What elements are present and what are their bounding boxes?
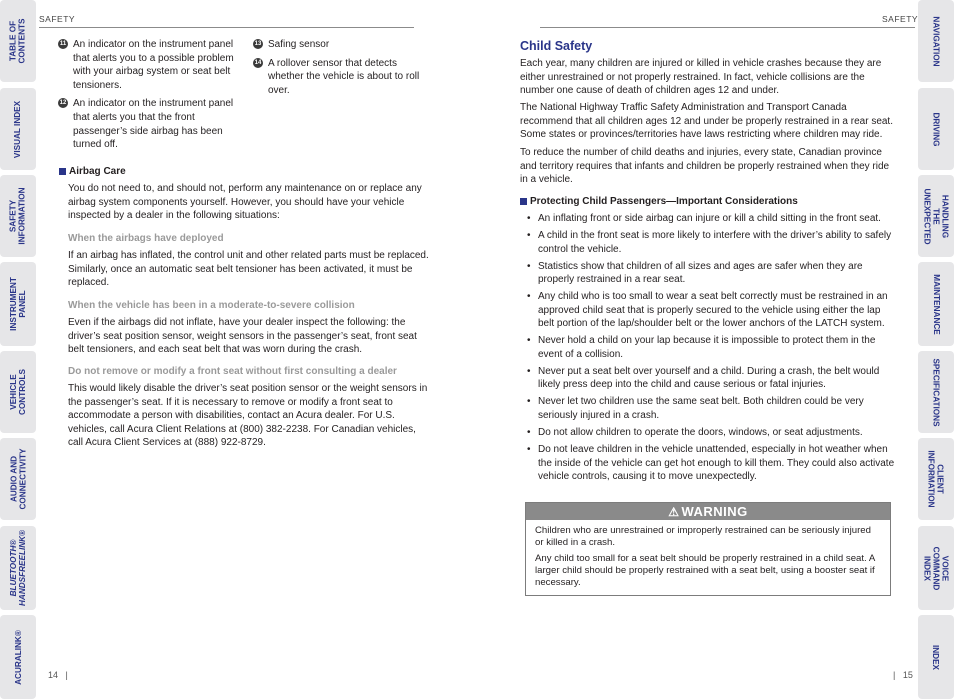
tab-label: HANDLING THE UNEXPECTED <box>922 188 950 244</box>
warning-box <box>525 502 891 596</box>
tab-label: CLIENT INFORMATION <box>927 450 945 508</box>
airbag-care-heading <box>59 166 126 177</box>
list-item <box>253 57 428 98</box>
tab-navigation[interactable] <box>918 0 954 82</box>
tab-label: BLUETOOTH® HANDSFREELINK® <box>9 529 27 606</box>
subheading-deployed: When the airbags have deployed <box>68 233 224 244</box>
list-item: • Never put a seat belt over yourself and a child. During a crash, the belt would likely press deep into the child and cause serious or fatal injuries. <box>527 365 897 392</box>
tab-specifications[interactable] <box>918 351 954 433</box>
tab-label: VISUAL INDEX <box>13 100 23 158</box>
list-item-text: Safing sensor <box>268 39 330 50</box>
tab-audio-and-connectivity[interactable] <box>0 438 36 520</box>
page-title: Child Safety <box>520 39 593 53</box>
child-safety-para-2: The National Highway Traffic Safety Administration and Transport Canada recommend that all children ages 12 and under be properly restrained in a rear seat. Some states or provinces/territories have laws restricting where children may ride. <box>520 102 893 141</box>
page-number: 15 <box>902 670 913 680</box>
tab-label: INDEX <box>931 644 941 670</box>
tab-maintenance[interactable] <box>918 262 954 346</box>
page-number: 14 <box>48 670 59 680</box>
callout-number: 12 <box>59 100 67 107</box>
list-item: • Never hold a child on your lap because it is impossible to protect them in the event of a collision. <box>527 334 897 361</box>
deployed-text: If an airbag has inflated, the control unit and other related parts must be replaced. Similarly, once an automatic seat belt tensioner has been activated, it must be replaced. <box>68 250 429 289</box>
heading-text: Protecting Child Passengers—Important Considerations <box>530 196 798 207</box>
left-section-tabs <box>0 0 36 699</box>
left-header-rule <box>39 27 414 28</box>
callout-number: 14 <box>254 59 262 66</box>
airbag-care-intro: You do not need to, and should not, perform any maintenance on or replace any airbag system components yourself. However, you should have your vehicle inspected by a dealer in the following situations: <box>68 183 422 222</box>
left-page-number: 14 | <box>48 670 68 680</box>
list-item <box>58 97 238 151</box>
tab-label: MAINTENANCE <box>931 273 941 335</box>
list-item: • A child in the front seat is more likely to interfere with the driver’s ability to safely control the vehicle. <box>527 229 897 256</box>
considerations-heading <box>520 196 798 207</box>
child-safety-para-1: Each year, many children are injured or killed in vehicle crashes because they are either unrestrained or not properly restrained. In fact, vehicle collisions are the number one cause of death of children ages 12 and under. <box>520 58 882 97</box>
tab-label: SPECIFICATIONS <box>931 357 941 427</box>
warning-triangle-icon: ⚠ <box>668 505 680 519</box>
warning-label: WARNING <box>681 504 748 519</box>
tab-handling-the-unexpected[interactable] <box>918 175 954 257</box>
subheading-front-seat: Do not remove or modify a front seat without first consulting a dealer <box>68 366 397 377</box>
section-square-icon <box>520 198 527 205</box>
right-section-tabs <box>918 0 954 699</box>
tab-label: DRIVING <box>931 111 941 147</box>
tab-label: INSTRUMENT PANEL <box>9 277 28 331</box>
tab-label: ACURALINK® <box>13 629 23 685</box>
heading-text: Airbag Care <box>69 166 126 177</box>
right-page-number: | 15 <box>893 670 913 680</box>
tab-voice-command-index[interactable] <box>918 526 954 610</box>
tab-label: AUDIO AND CONNECTIVITY <box>9 448 28 510</box>
callout-number: 13 <box>254 41 262 47</box>
left-running-head: SAFETY <box>39 14 76 24</box>
tab-instrument-panel[interactable] <box>0 262 36 346</box>
list-item-text: An indicator on the instrument panel that alerts you that the front passenger’s side airbag has been turned off. <box>73 98 234 151</box>
tab-driving[interactable] <box>918 88 954 170</box>
warning-header <box>526 503 890 520</box>
tab-bluetooth-handsfreelink[interactable] <box>0 526 36 610</box>
tab-label: SAFETY INFORMATION <box>9 187 28 245</box>
section-square-icon <box>59 168 66 175</box>
tab-vehicle-controls[interactable] <box>0 351 36 433</box>
list-item: • Do not allow children to operate the doors, windows, or seat adjustments. <box>527 426 897 440</box>
list-item: • Never let two children use the same seat belt. Both children could be very seriously injured in a crash. <box>527 395 897 422</box>
considerations-list <box>527 212 897 487</box>
list-item-text: A rollover sensor that detects whether the vehicle is about to roll over. <box>268 57 420 96</box>
child-safety-para-3: To reduce the number of child deaths and injuries, every state, Canadian province and territory requires that infants and children be properly restrained when they ride in a vehicle. <box>520 147 890 186</box>
callout-number: 11 <box>59 41 67 47</box>
front-seat-text: This would likely disable the driver’s seat position sensor or the weight sensors in the passenger’s seat. If it is necessary to remove or modify a front seat to accommodate a person with disabilities, contact an Acura dealer. For U.S. vehicles, call Acura Client Relations at (800) 382-2238. For Canadian vehicles, call Acura Client Services at (888) 922-8729. <box>68 383 428 449</box>
list-item: • An inflating front or side airbag can injure or kill a child sitting in the front seat. <box>527 212 897 226</box>
tab-label: NAVIGATION <box>931 15 941 67</box>
list-item: • Any child who is too small to wear a seat belt correctly must be restrained in an approved child seat that is properly secured to the vehicle using either the lap belt portion of the lap/shoulder belt or the lower anchors of the LATCH system. <box>527 290 897 331</box>
warning-text-1: Children who are unrestrained or improperly restrained can be seriously injured or killed in a crash. <box>535 525 871 548</box>
tab-table-of-contents[interactable] <box>0 0 36 82</box>
indicator-list-col2 <box>253 38 428 102</box>
subheading-collision: When the vehicle has been in a moderate-to-severe collision <box>68 300 355 311</box>
tab-safety-information[interactable] <box>0 175 36 257</box>
list-item: • Statistics show that children of all sizes and ages are safer when they are properly restrained in a rear seat. <box>527 260 897 287</box>
tab-acuralink[interactable] <box>0 615 36 699</box>
tab-client-information[interactable] <box>918 438 954 520</box>
list-item <box>58 38 238 92</box>
tab-label: TABLE OF CONTENTS <box>9 18 27 64</box>
tab-label: VEHICLE CONTROLS <box>9 369 27 415</box>
tab-label: VOICE COMMAND INDEX <box>922 546 950 590</box>
tab-visual-index[interactable] <box>0 88 36 170</box>
warning-text-2: Any child too small for a seat belt should be properly restrained in a child seat. A larger child should be properly restrained with a seat belt, using a booster seat if necessary. <box>535 553 875 588</box>
right-header-rule <box>540 27 915 28</box>
list-item-text: An indicator on the instrument panel that alerts you to a possible problem with your airbag system or seat belt tensioners. <box>73 39 234 91</box>
tab-index[interactable] <box>918 615 954 699</box>
right-running-head: SAFETY <box>882 14 919 24</box>
collision-text: Even if the airbags did not inflate, have your dealer inspect the following: the driver’s seat position sensor, weight sensors in the passenger’s seat, front seat belt tensioners, and each seat belt that was worn during the crash. <box>68 317 417 356</box>
list-item: • Do not leave children in the vehicle unattended, especially in hot weather when the inside of the vehicle can get hot enough to kill them. They could also activate vehicle controls, causing it to move unexpectedly. <box>527 443 897 484</box>
indicator-list-col1 <box>58 38 238 157</box>
list-item <box>253 38 428 52</box>
